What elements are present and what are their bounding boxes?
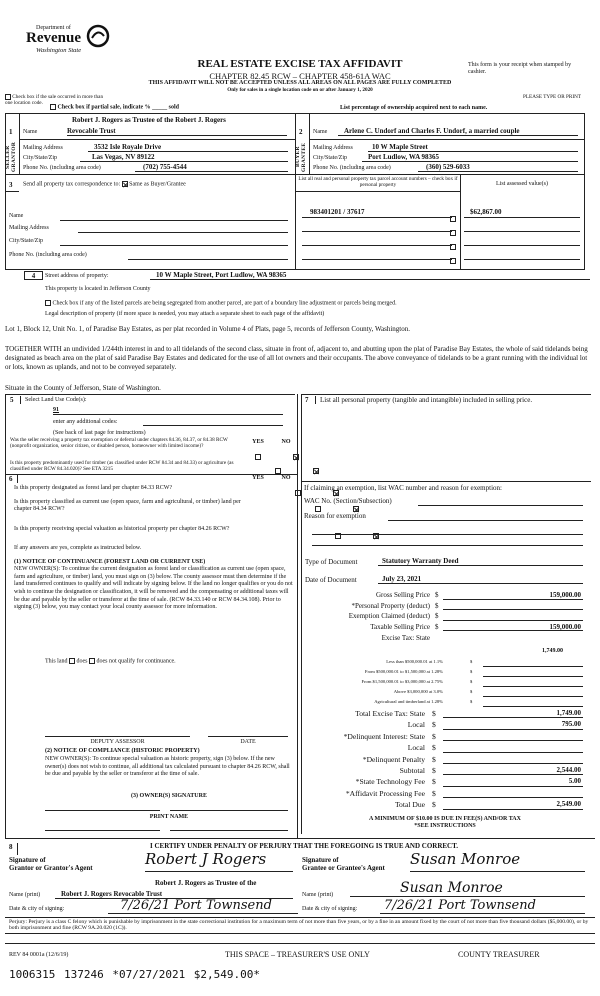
yes-header: YES — [252, 439, 264, 445]
additional-codes-field[interactable] — [143, 425, 283, 426]
reason-field-2[interactable] — [312, 534, 583, 535]
currency-symbol: $ — [432, 754, 436, 764]
yes-header: YES — [252, 475, 264, 481]
does-not-qualify-checkbox[interactable] — [89, 658, 95, 664]
grantee-date-city-label: Date & city of signing: — [302, 906, 358, 912]
notice1-body: NEW OWNER(S): To continue the current designation as forest land or classification as current use (open space, farm and agriculture, or timber) land, you must sign on (3) below. The county assessor must then determine if the land transferred continues to qualify and will indicate by signing below. If the land no longer qualifies or you do not wish to continue the designation or classification, it will be removed and the compensating or additional taxes will be due and payable by the seller or transferor at the time of sale. (RCW 84.33.140 or RCW 84.34.108). Prior to signing (3) below, you may contact your local county assessor for more information. — [14, 566, 293, 611]
seller-name-field[interactable]: Revocable Trust — [67, 127, 287, 136]
price-row — [305, 591, 585, 602]
s6-question-2: Is this property classified as current use (open space, farm and agricultural, or timber) land per chapter 84.34 RCW? — [14, 499, 241, 513]
bracket-row-label: From $500,000.01 to $1,500,000 at 1.28% — [364, 669, 443, 674]
price-row-value[interactable] — [443, 612, 583, 621]
bracket-row-label: Above $3,000,000 at 3.0% — [393, 689, 443, 694]
seller-city-field[interactable]: Las Vegas, NV 89122 — [80, 153, 288, 162]
seller-side-label: SELLER GRANTOR — [5, 141, 17, 173]
land-use-code-field[interactable]: 91 — [53, 407, 283, 415]
tax-correspondence-row — [23, 181, 186, 189]
price-row-value[interactable]: 159,000.00 — [443, 591, 583, 600]
county-note: This property is located in Jefferson County — [45, 286, 151, 292]
dor-logo — [26, 22, 106, 62]
if-yes-note: If any answers are yes, complete as instructed below. — [14, 545, 142, 551]
segregated-option[interactable] — [45, 300, 397, 308]
price-row — [305, 623, 585, 634]
total-row-label: Total Due — [394, 800, 425, 810]
section-2-number: 2 — [299, 128, 303, 136]
seller-name-label: Name — [23, 129, 38, 135]
logo-line1: Department of — [36, 25, 71, 31]
divider — [309, 139, 585, 140]
county-treasurer-label: COUNTY TREASURER — [458, 950, 540, 959]
assessed-value-field[interactable] — [464, 222, 580, 232]
bracket-row-value[interactable] — [483, 669, 583, 677]
please-type-note: PLEASE TYPE OR PRINT — [523, 94, 581, 100]
legal-description-p1: Lot 1, Block 12, Unit No. 1, of Paradise Bay Estates, as per plat recorded in Volume 4 of Plats, page 5, records of Jefferson County, Washington. — [5, 325, 410, 333]
bracket-row — [305, 679, 585, 689]
currency-symbol: $ — [432, 731, 436, 741]
s3-address-field[interactable] — [78, 232, 288, 233]
grantor-name-field[interactable]: Robert J. Rogers Revocable Trust — [55, 890, 293, 899]
parcel-row — [300, 250, 585, 262]
date-label: DATE — [240, 739, 256, 745]
segregated-label: Check box if any of the listed parcels are being segregated from another parcel, are part of a boundary line adjustment or parcels being merged. — [52, 300, 397, 307]
s3-city-field[interactable] — [60, 245, 288, 246]
section-8-number: 8 — [9, 843, 18, 855]
total-row-value[interactable]: 2,544.00 — [443, 766, 583, 775]
grantor-name-label: Name (print) — [9, 892, 41, 898]
total-row-value[interactable] — [443, 789, 583, 798]
total-row-label: *State Technology Fee — [355, 777, 425, 787]
total-row-label: Total Excise Tax: State — [355, 709, 425, 718]
total-row — [305, 709, 585, 720]
form-subtitle: CHAPTER 82.45 RCW – CHAPTER 458-61A WAC — [209, 71, 391, 81]
grantee-name-label: Name (print) — [302, 892, 334, 898]
receipt-note: This form is your receipt when stamped by cashier. — [468, 62, 572, 76]
receipt-stamp: 1006315 137246 *07/27/2021 $2,549.00* — [9, 968, 261, 981]
notice2-title: (2) NOTICE OF COMPLIANCE (HISTORIC PROPERTY) — [45, 748, 200, 754]
buyer-address-field[interactable]: 10 W Maple Street — [368, 143, 578, 152]
additional-codes-label: enter any additional codes: — [53, 419, 118, 425]
no-header: NO — [281, 439, 291, 445]
currency-symbol: $ — [435, 591, 439, 599]
total-row — [305, 732, 585, 743]
notice1-title: (1) NOTICE OF CONTINUANCE (FOREST LAND OR CURRENT USE) — [14, 559, 206, 565]
grantee-sig-label2: Grantee or Grantee's Agent — [302, 864, 385, 872]
logo-swirl-icon — [86, 24, 110, 48]
form-title: REAL ESTATE EXCISE TAX AFFIDAVIT — [197, 58, 403, 70]
assessed-value-field[interactable] — [464, 250, 580, 260]
seller-address-field[interactable]: 3532 Isle Royale Drive — [88, 143, 288, 152]
instructions-note: (See back of last page for instructions) — [53, 430, 146, 436]
currency-symbol: $ — [432, 788, 436, 798]
multi-location-checkbox[interactable] — [5, 94, 11, 100]
parcel-header: List all real and personal property tax parcel account numbers – check box if personal property — [298, 176, 458, 188]
section-7-number: 7 — [305, 396, 316, 404]
personal-property-checkbox[interactable] — [450, 258, 456, 264]
seller-city-label: City/State/Zip — [23, 155, 57, 161]
partial-sale-option[interactable] — [50, 104, 179, 112]
minimum-note: A MINIMUM OF $10.00 IS DUE IN FEE(S) AND/OR TAX — [369, 816, 521, 822]
section-5-number: 5 — [10, 396, 21, 404]
assessed-value-field[interactable] — [464, 236, 580, 246]
bracket-row-value[interactable] — [483, 679, 583, 687]
divider — [5, 933, 595, 934]
bracket-row-value[interactable] — [483, 659, 583, 667]
divider — [5, 191, 19, 192]
price-row-label: Gross Selling Price — [375, 591, 430, 599]
personal-property-label: List all personal property (tangible and intangible) included in selling price. — [320, 396, 533, 404]
buyer-side-label: BUYER GRANTEE — [295, 142, 307, 172]
currency-symbol: $ — [470, 669, 473, 674]
tax-correspondence-label: Send all property tax correspondence to: — [23, 181, 121, 188]
s3-city-label: City/State/Zip — [9, 238, 43, 244]
segregated-checkbox[interactable] — [45, 300, 51, 306]
wac-label: WAC No. (Section/Subsection) — [304, 497, 392, 505]
currency-symbol: $ — [432, 766, 436, 775]
divider — [301, 394, 302, 834]
total-row-value[interactable]: 2,549.00 — [443, 800, 583, 809]
seller-phone-label: Phone No. (including area code) — [23, 165, 101, 171]
total-row-label: *Delinquent Penalty — [362, 754, 425, 764]
multi-location-label: Check box if the sale occurred in more than one location code. — [5, 94, 104, 107]
total-row-value[interactable] — [443, 732, 583, 741]
price-row-label: Taxable Selling Price — [370, 622, 430, 631]
s6-q1-yes-checkbox[interactable] — [295, 490, 301, 496]
grantor-name-above: Robert J. Rogers as Trustee of the — [155, 879, 257, 887]
total-row — [305, 800, 585, 811]
total-row-label: Subtotal — [399, 766, 425, 775]
street-address-label: Street address of property: — [45, 273, 109, 279]
price-row-value[interactable]: 159,000.00 — [443, 623, 583, 632]
divider — [309, 113, 310, 175]
divider — [5, 838, 595, 839]
grantee-name-field[interactable]: Susan Monroe — [350, 880, 585, 897]
notice2-body: NEW OWNER(S): To continue special valuation as historic property, sign (3) below. If the new owner(s) does not wish to continue, all additional tax calculated pursuant to chapter 84.26 RCW, shall be due and payable by the seller or transferor at the time of sale. — [45, 756, 290, 778]
seller-phone-field[interactable]: (702) 755-4544 — [135, 163, 288, 172]
section-6-number: 6 — [9, 475, 18, 483]
owner-signature-label: (3) OWNER(S) SIGNATURE — [131, 793, 207, 799]
bracket-row-value[interactable] — [483, 699, 583, 707]
legal-description-label: Legal description of property (if more space is needed, you may attach a separate sheet to each page of the affidavit) — [45, 311, 325, 317]
total-row-value[interactable] — [443, 743, 583, 752]
bracket-row-label: Agricultural and timberland at 1.28% — [374, 699, 443, 704]
buyer-address-label: Mailing Address — [313, 145, 353, 151]
section-3-number: 3 — [9, 181, 13, 189]
doc-type-field[interactable]: Statutory Warranty Deed — [378, 557, 583, 566]
bracket-row-value[interactable] — [483, 689, 583, 697]
total-row-value[interactable]: 5.00 — [443, 777, 583, 786]
reason-field[interactable] — [388, 520, 583, 521]
price-row-label: *Personal Property (deduct) — [351, 601, 430, 610]
currency-symbol: $ — [432, 800, 436, 810]
assessed-header: List assessed value(s) — [496, 181, 548, 187]
divider — [301, 481, 591, 482]
buyer-city-label: City/State/Zip — [313, 155, 347, 161]
divider — [5, 917, 595, 918]
print-name-label: PRINT NAME — [149, 814, 189, 820]
section-4-number: 4 — [24, 271, 43, 280]
grantee-signature[interactable]: Susan Monroe — [410, 850, 585, 872]
see-instructions: *SEE INSTRUCTIONS — [414, 823, 476, 829]
land-label: This land — [45, 658, 68, 665]
grantor-signature[interactable]: Robert J Rogers — [145, 850, 293, 872]
total-row-value[interactable]: 795.00 — [443, 720, 583, 729]
grantee-sig-label1: Signature of — [302, 856, 339, 864]
s3-phone-label: Phone No. (including area code) — [9, 252, 87, 258]
currency-symbol: $ — [432, 743, 436, 753]
seller-address-label: Mailing Address — [23, 145, 63, 151]
grantor-sig-label2: Grantor or Grantor's Agent — [9, 864, 93, 872]
bracket-row — [305, 699, 585, 709]
buyer-name-label: Name — [313, 129, 328, 135]
s5-question-2: Is this property predominantly used for timber (as classified under RCW 84.34 and 84.33) or agriculture (as classified under RCW 84.34.020)? See ETA 3215 — [10, 460, 234, 472]
divider — [5, 394, 295, 395]
parcel-row — [300, 222, 585, 234]
owner-signature-line[interactable] — [45, 810, 160, 811]
section-1-number: 1 — [9, 128, 13, 136]
parcel-number-field[interactable] — [302, 250, 452, 260]
does-not-label: does not qualify for continuance. — [96, 658, 176, 665]
legal-description-p3: Situate in the County of Jefferson, State of Washington. — [5, 384, 161, 392]
wac-field[interactable] — [418, 505, 583, 506]
price-row — [305, 612, 585, 623]
treasurer-space-label: THIS SPACE – TREASURER'S USE ONLY — [225, 950, 370, 959]
currency-symbol: $ — [470, 659, 473, 664]
partial-sale-checkbox[interactable] — [50, 104, 56, 110]
total-row — [305, 789, 585, 800]
currency-symbol: $ — [435, 622, 439, 631]
logo-line2: Revenue — [26, 30, 81, 46]
grantor-date-city-field[interactable]: 7/26/21 Port Townsend — [108, 898, 298, 914]
parcel-row — [300, 236, 585, 248]
does-label: does — [76, 658, 88, 665]
total-row-label: Local — [407, 743, 425, 753]
deputy-assessor-line[interactable] — [45, 736, 190, 737]
grantor-date-city-label: Date & city of signing: — [9, 906, 65, 912]
buyer-name-field[interactable]: Arlene C. Undorf and Charles F. Undorf, a married couple — [338, 127, 578, 136]
bracket-row — [305, 669, 585, 679]
s5-q1-no-checkbox[interactable] — [293, 454, 299, 460]
currency-symbol: $ — [435, 601, 439, 610]
partial-sale-label: Check box if partial sale, indicate % _____ sold — [57, 104, 180, 111]
divider — [295, 191, 460, 192]
total-row — [305, 720, 585, 731]
form-warning: THIS AFFIDAVIT WILL NOT BE ACCEPTED UNLESS ALL AREAS ON ALL PAGES ARE FULLY COMPLETED — [148, 80, 452, 86]
currency-symbol: $ — [435, 612, 439, 620]
grantee-date-city-field[interactable]: 7/26/21 Port Townsend — [380, 898, 585, 914]
divider — [19, 139, 295, 140]
total-row-value[interactable]: 1,749.00 — [443, 709, 583, 718]
does-qualify-checkbox[interactable] — [69, 658, 75, 664]
exemption-label: If claiming an exemption, list WAC number and reason for exemption: — [304, 484, 502, 492]
continuance-row — [45, 658, 176, 666]
currency-symbol: $ — [432, 709, 436, 718]
form-only-for: Only for sales in a single location code on or after January 1, 2020 — [227, 87, 373, 93]
currency-symbol: $ — [470, 679, 473, 684]
parcel-row — [300, 208, 585, 220]
total-row-value[interactable] — [443, 755, 583, 764]
assessed-value-field[interactable]: $62,867.00 — [464, 208, 580, 218]
legal-description-p2: TOGETHER WITH an undivided 1/244th interest in and to all tidelands of the second class, situate in front of, adjacent to, and abutting upon the plat of Paradise Bay Estates, the whole of said tidelands being designated as beach area on the plat of said Paradise Bay Estates and dedicated for the use of all lot owners and their occupants. The above conveyance of tidelands to be a grant running with the individual lot or lots, known as uplands, and not to be conveyed separately. — [5, 345, 588, 371]
currency-symbol: $ — [432, 777, 436, 787]
total-row — [305, 755, 585, 766]
currency-symbol: $ — [470, 699, 473, 704]
grantor-sig-label1: Signature of — [9, 856, 46, 864]
buyer-phone-label: Phone No. (including area code) — [313, 165, 391, 171]
total-row-label: Local — [407, 720, 425, 730]
total-row — [305, 743, 585, 754]
print-name-line[interactable] — [170, 830, 288, 831]
s5-q2-no-checkbox[interactable] — [313, 468, 319, 474]
excise-state-value: 1,749.00 — [542, 648, 563, 654]
seller-name-line1: Robert J. Rogers as Trustee of the Robert J. Rogers — [72, 116, 226, 124]
divider — [19, 113, 20, 175]
deputy-assessor-label: DEPUTY ASSESSOR — [90, 739, 145, 745]
price-row-value[interactable] — [443, 602, 583, 611]
s6-question-1: Is this property designated as forest land per chapter 84.33 RCW? — [14, 485, 173, 491]
form-number: REV 84 0001a (12/6/19) — [9, 952, 69, 958]
divider — [301, 394, 591, 395]
owner-signature-line[interactable] — [170, 810, 288, 811]
bracket-row — [305, 659, 585, 669]
s3-address-label: Mailing Address — [9, 225, 49, 231]
s3-name-label: Name — [9, 213, 24, 219]
buyer-city-field[interactable]: Port Ludlow, WA 98365 — [362, 153, 578, 162]
price-row — [305, 602, 585, 613]
logo-line3: Washington State — [36, 47, 82, 54]
same-as-buyer-checkbox[interactable] — [122, 181, 128, 187]
no-header: NO — [281, 475, 291, 481]
street-address-field[interactable]: 10 W Maple Street, Port Ludlow, WA 98365 — [150, 271, 590, 280]
s6-question-3: Is this property receiving special valuation as historical property per chapter 84.26 RCW? — [14, 526, 230, 532]
same-as-buyer-label: Same as Buyer/Grantee — [129, 181, 186, 188]
bracket-row-label: From $1,500,000.01 to $3,000,000 at 2.75% — [361, 679, 443, 684]
doc-date-label: Date of Document — [305, 576, 357, 584]
parcel-number-field[interactable] — [302, 236, 452, 246]
excise-state-label: Excise Tax: State — [381, 634, 430, 642]
bracket-row-label: Less than $500,000.01 at 1.1% — [386, 659, 443, 664]
parcel-number-field[interactable] — [302, 222, 452, 232]
currency-symbol: $ — [470, 689, 473, 694]
divider — [5, 943, 595, 944]
s5-question-1: Was the seller receiving a property tax exemption or deferral under chapters 84.36, 84.37, or 84.38 RCW (nonprofit organization, senior citizen, or disabled person, homeowner with limited income)? — [10, 437, 228, 449]
buyer-phone-field[interactable]: (360) 529-6033 — [418, 163, 578, 172]
doc-type-label: Type of Document — [305, 558, 358, 566]
s5-q1-yes-checkbox[interactable] — [255, 454, 261, 460]
total-row — [305, 766, 585, 777]
total-row-label: *Delinquent Interest: State — [343, 731, 425, 741]
date-line[interactable] — [208, 736, 288, 737]
reason-label: Reason for exemption — [304, 512, 366, 520]
print-name-line[interactable] — [45, 830, 160, 831]
land-use-label: Select Land Use Code(s): — [25, 397, 87, 403]
divider — [5, 394, 6, 838]
parcel-number-field[interactable]: 983401201 / 37617 — [302, 208, 452, 218]
doc-date-field[interactable]: July 23, 2021 — [378, 575, 583, 584]
perjury-notice: Perjury: Perjury is a class C felony which is punishable by imprisonment in the state correctional institution for a maximum term of not more than five years, or by a fine in an amount fixed by the court of not more than five thousand dollars ($5,000.00), or by both imprisonment and fine (RCW 9A.20.020 (1C)). — [9, 919, 589, 932]
price-row-label: Exemption Claimed (deduct) — [348, 612, 430, 620]
certify-statement: I CERTIFY UNDER PENALTY OF PERJURY THAT THE FOREGOING IS TRUE AND CORRECT. — [150, 842, 459, 850]
total-row — [305, 777, 585, 788]
ownership-note: List percentage of ownership acquired next to each name. — [340, 105, 488, 111]
reason-field-3[interactable] — [312, 545, 583, 546]
s3-phone-field[interactable] — [128, 259, 288, 260]
total-row-label: *Affidavit Processing Fee — [345, 788, 425, 798]
s3-name-field[interactable] — [60, 220, 288, 221]
bracket-row — [305, 689, 585, 699]
currency-symbol: $ — [432, 720, 436, 730]
